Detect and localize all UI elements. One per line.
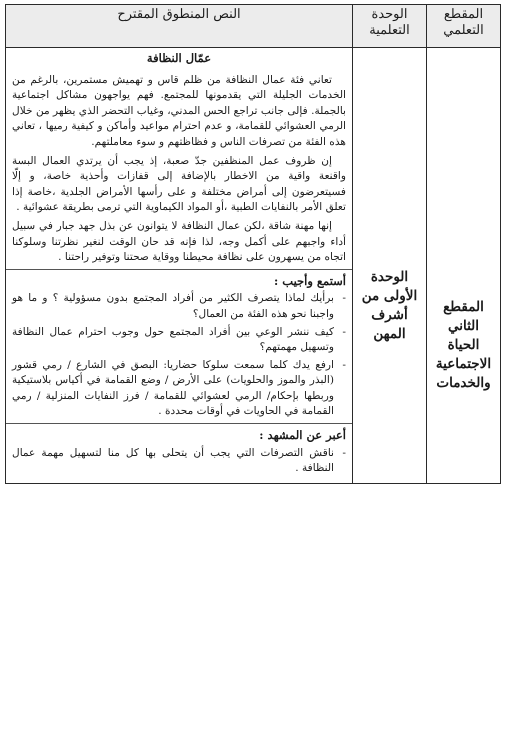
lesson-table — [5, 4, 501, 484]
express-questions — [12, 446, 346, 477]
content-row — [6, 48, 501, 484]
listen-questions — [12, 291, 346, 420]
header-segment: المقطع التعلمي — [427, 5, 501, 48]
paragraph: إن ظروف عمل المنظفين جدّ صعبة، إذ يجب أن يرتدي العمال البسة واقنعة واقية من الاخطار بالإضافة إلى قفازات وأحذية خاصة، و إلّا فسيتعرضون إلى أمراض مختلفة و على رأسها الأمراض الجلدية ،خاصة إذا تعلق الأمر بالنفايات الطبية ،أو المواد الكيماوية التي ترمى بطريقة عشوائية . — [12, 154, 346, 214]
list-item: - كيف ننشر الوعي بين أفراد المجتمع حول وجوب احترام عمال النظافة وتسهيل مهمتهم؟ — [12, 325, 346, 356]
paragraph: تعاني فئة عمال النظافة من ظلم قاس و تهميش مستمرين، بالرغم من الخدمات الجليلة التي يقدمونها للمجتمع. فهم يواجهون مشاكل اجتماعية بالجملة. فإلى جانب تراجع الحس المدني، وغياب التحضر الذي يظهر من خلال الرمي العشوائي للقمامة، و عدم احترام مواعيد وأماكن و كيفية رميها ، تعاني هذه الفئة من تصرفات الناس و فظاظتهم و سوء معاملتهم. — [12, 73, 346, 148]
section-divider — [6, 423, 352, 424]
text-title: عمّال النظافة — [146, 51, 212, 65]
list-item: - ناقش التصرفات التي يجب أن يتحلى بها كل منا لتسهيل مهمة عمال النظافة . — [12, 446, 346, 477]
text-cell — [6, 48, 353, 484]
express-heading: أعبر عن المشهد : — [259, 428, 346, 443]
list-item: - برأيك لماذا يتصرف الكثير من أفراد المجتمع بدون مسؤولية ؟ و ما هو واجبنا نحو هذه الفئة من العمال؟ — [12, 291, 346, 322]
list-item: - ارفع يدك كلما سمعت سلوكا حضاريا: البصق في الشارع / رمي قشور (البذر والموز والحلويات) على الأرض / وضع القمامة في أكياس بلاستيكية وربطها بإحكام/ الرمي لعشوائي للقمامة / فرز النفايات المنزلية / رمي القمامة في الحاويات في أوقات محددة . — [12, 358, 346, 420]
header-text: النص المنطوق المقترح — [6, 5, 353, 48]
listen-heading: أستمع وأجيب : — [274, 273, 346, 288]
unit-cell: الوحدة الأولى من أشرف المهن — [353, 48, 427, 484]
header-unit: الوحدة التعلمية — [353, 5, 427, 48]
segment-cell: المقطع الثاني الحياة الاجتماعية والخدمات — [427, 48, 501, 484]
section-divider — [6, 269, 352, 270]
header-row — [6, 5, 501, 48]
paragraph: إنها مهنة شاقة ،لكن عمال النظافة لا يتوانون عن بذل جهد جبار في سبيل أداء واجبهم على أكمل وجه، لذا فإنه قد حان الوقت لنغير نظرتنا وسلوكنا اتجاه من يسهرون على نظافة محيطنا ووقاية صحتنا وتوفير راحتنا . — [12, 219, 346, 264]
